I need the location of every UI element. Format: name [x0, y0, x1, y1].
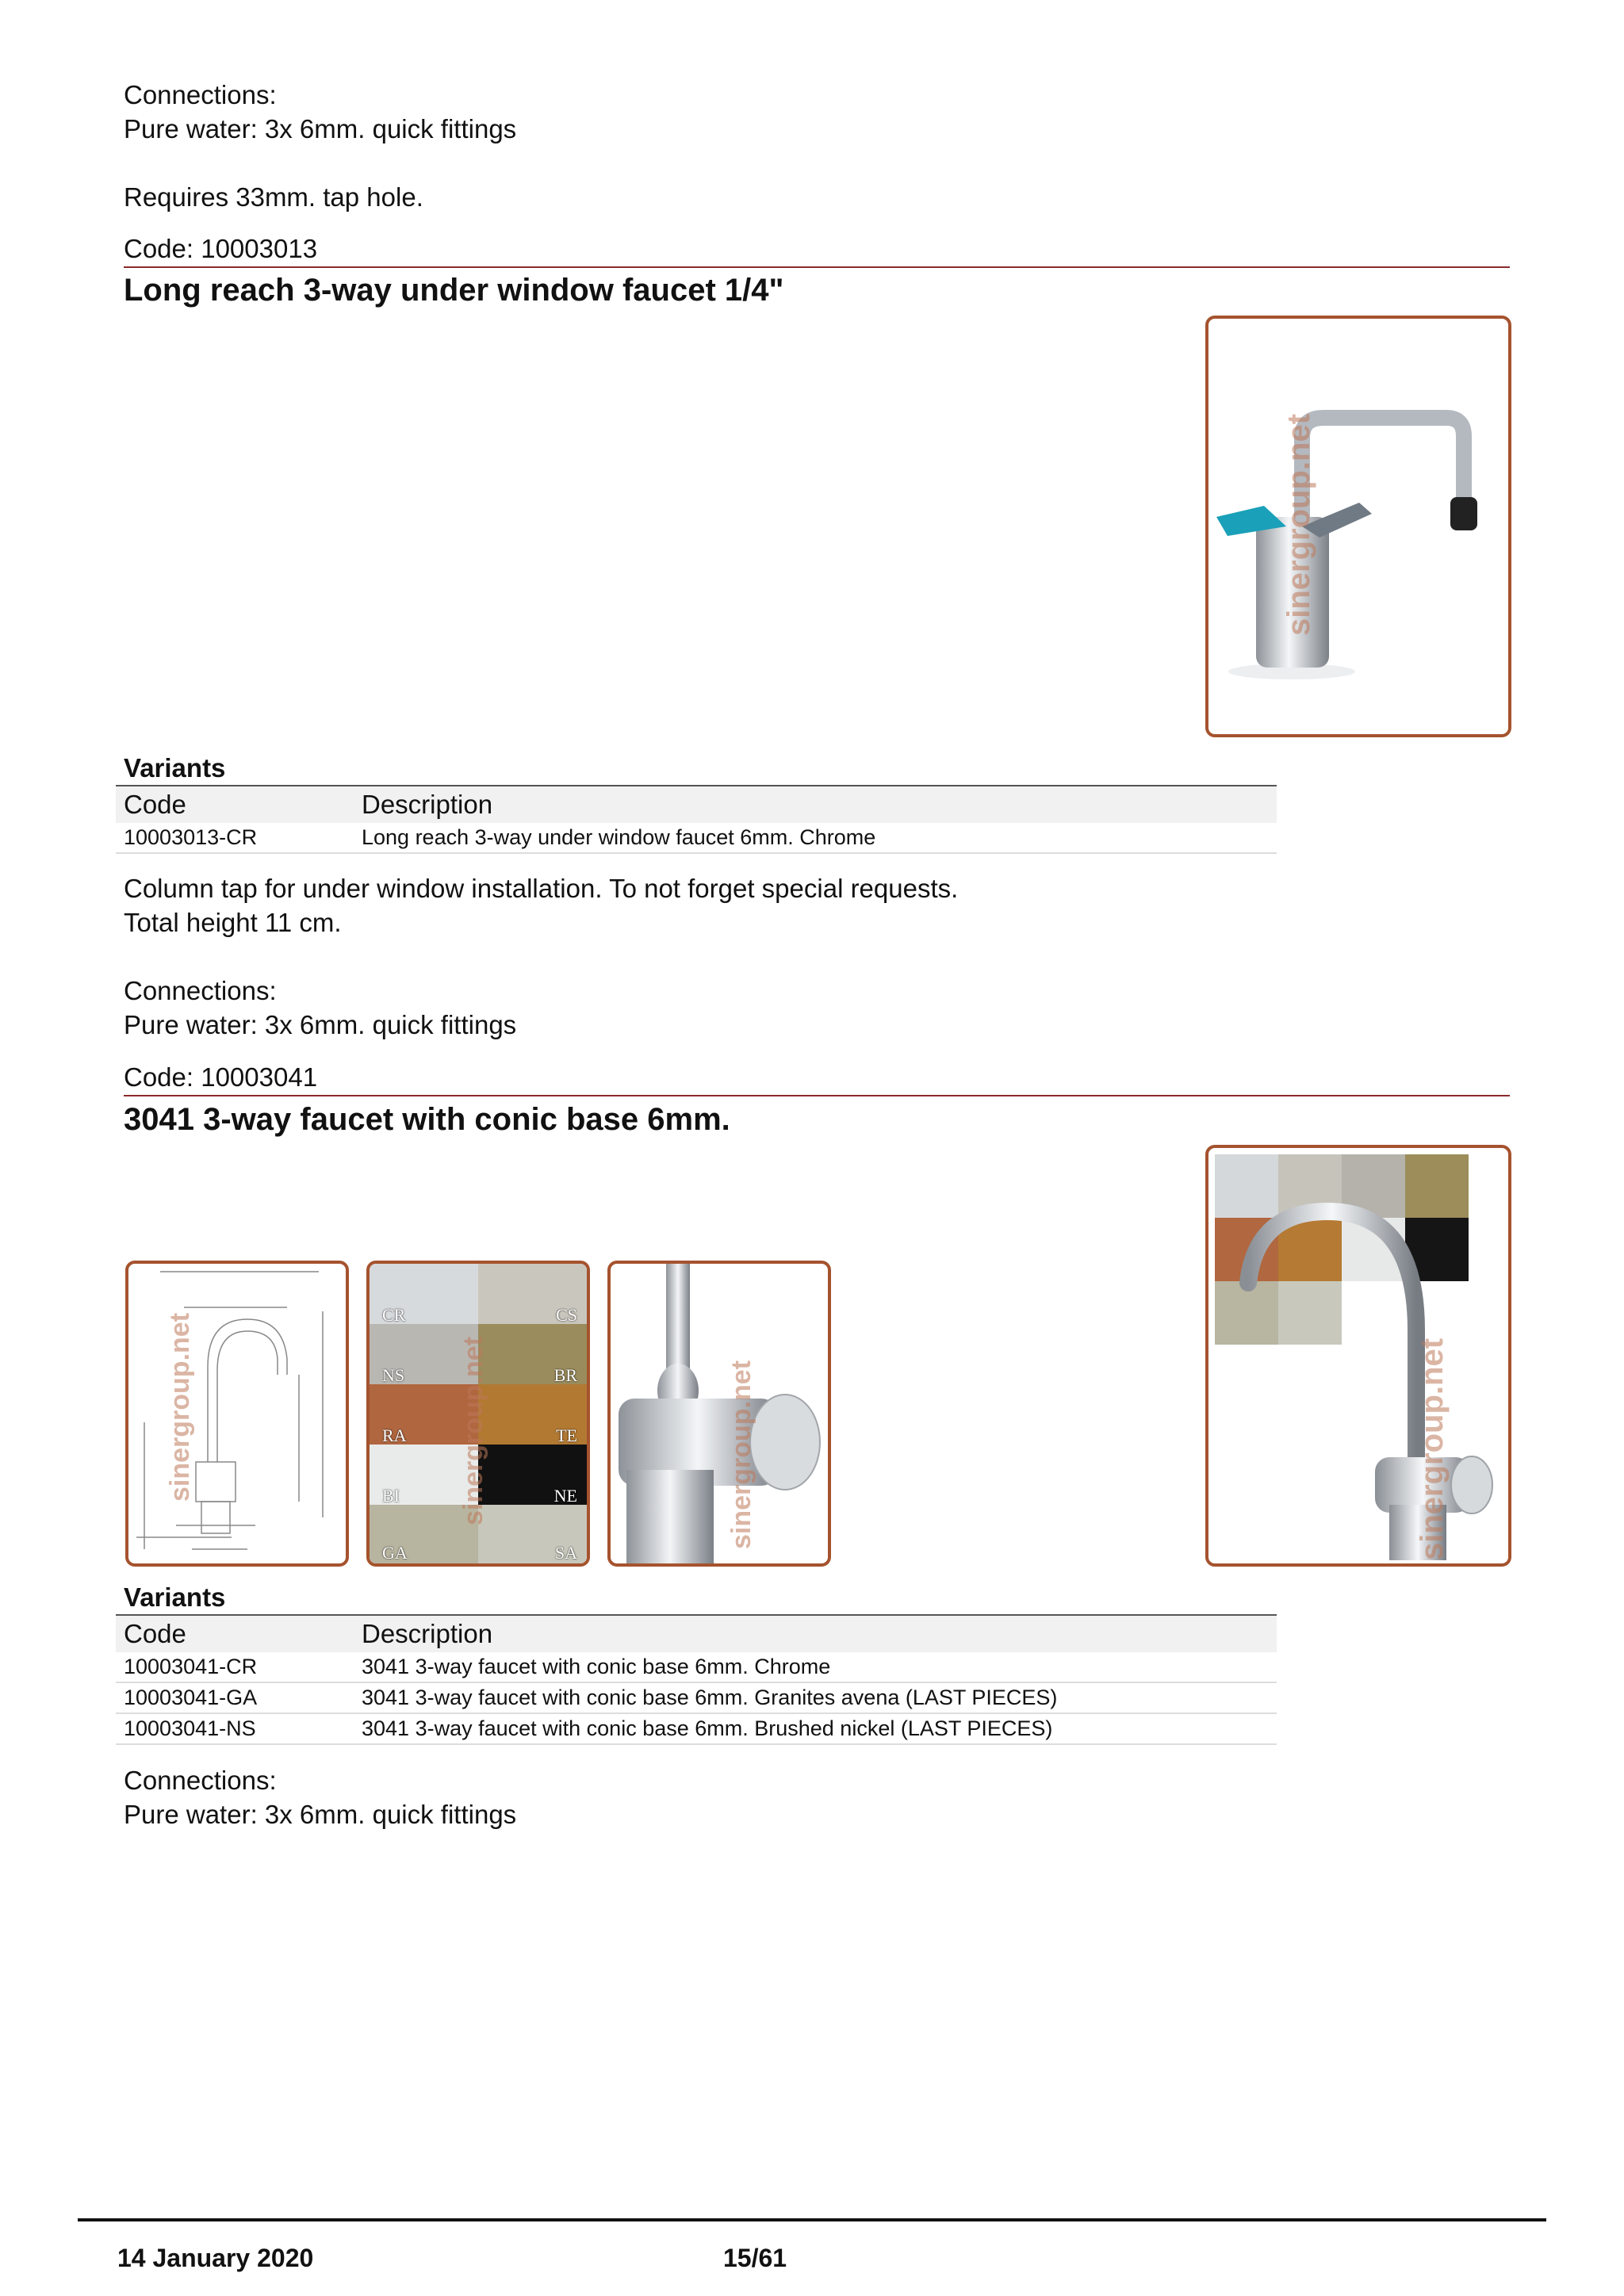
watermark: sinergroup.net	[458, 1336, 488, 1525]
variants-table	[116, 785, 1277, 854]
product-title: 3041 3-way faucet with conic base 6mm.	[124, 1102, 730, 1137]
swatch-label: CS	[556, 1305, 577, 1325]
faucet-image	[1208, 1148, 1508, 1563]
watermark: sinergroup.net	[726, 1360, 756, 1549]
footer-divider	[78, 2218, 1546, 2221]
variant-description: 3041 3-way faucet with conic base 6mm. Granites avena (LAST PIECES)	[354, 1682, 1277, 1713]
swatch-label: CR	[382, 1305, 406, 1325]
product-description-line2: Total height 11 cm.	[124, 908, 342, 937]
variants-title: Variants	[124, 753, 226, 783]
technical-drawing-image	[128, 1264, 346, 1563]
swatch-label: BR	[553, 1365, 577, 1385]
variant-description: Long reach 3-way under window faucet 6mm. Chrome	[354, 823, 1277, 853]
watermark: sinergroup.net	[1415, 1337, 1450, 1560]
swatch-label: TE	[556, 1425, 577, 1445]
col-code: Code	[116, 786, 354, 823]
variant-code: 10003013-CR	[116, 823, 354, 853]
closeup-thumbnail[interactable]	[607, 1261, 831, 1567]
swatch-label: GA	[382, 1543, 408, 1563]
variant-code: 10003041-CR	[116, 1652, 354, 1682]
col-description: Description	[354, 1615, 1277, 1652]
variant-code: 10003041-GA	[116, 1682, 354, 1713]
swatch-label: BI	[382, 1486, 400, 1506]
section-divider	[124, 1095, 1510, 1096]
variants-header-row	[116, 786, 1277, 823]
connections-value: Pure water: 3x 6mm. quick fittings	[124, 114, 517, 144]
product-code: Code: 10003041	[124, 1062, 318, 1092]
page-number: 15/61	[723, 2244, 787, 2272]
product-description-line1: Column tap for under window installation. To not forget special requests.	[124, 874, 959, 903]
section-divider	[124, 266, 1510, 268]
swatch-label: NE	[553, 1486, 577, 1506]
product-photo-conic-base-faucet	[1205, 1145, 1511, 1567]
connections-label: Connections:	[124, 976, 277, 1005]
table-row	[116, 823, 1277, 853]
col-code: Code	[116, 1615, 354, 1652]
product-code: Code: 10003013	[124, 234, 318, 263]
variants-table	[116, 1614, 1277, 1745]
connections-value: Pure water: 3x 6mm. quick fittings	[124, 1800, 517, 1829]
connections-label: Connections:	[124, 80, 277, 109]
faucet-image	[1208, 319, 1508, 734]
variants-header-row	[116, 1615, 1277, 1652]
finishes-swatch-thumbnail[interactable]	[366, 1261, 590, 1567]
faucet-closeup-image	[611, 1264, 828, 1563]
watermark: sinergroup.net	[1281, 413, 1316, 636]
table-row	[116, 1682, 1277, 1713]
swatch-label: SA	[554, 1543, 577, 1563]
variants-title: Variants	[124, 1582, 226, 1612]
table-row	[116, 1652, 1277, 1682]
product-title: Long reach 3-way under window faucet 1/4"	[124, 273, 784, 308]
variant-description: 3041 3-way faucet with conic base 6mm. Chrome	[354, 1652, 1277, 1682]
tap-hole-requirement: Requires 33mm. tap hole.	[124, 182, 423, 212]
table-row	[116, 1713, 1277, 1744]
variant-description: 3041 3-way faucet with conic base 6mm. Brushed nickel (LAST PIECES)	[354, 1713, 1277, 1744]
variant-code: 10003041-NS	[116, 1713, 354, 1744]
footer-date: 14 January 2020	[117, 2244, 314, 2272]
swatch-label: NS	[382, 1365, 405, 1385]
connections-value: Pure water: 3x 6mm. quick fittings	[124, 1010, 517, 1039]
product-photo-long-reach-faucet	[1205, 316, 1511, 737]
technical-drawing-thumbnail[interactable]	[125, 1261, 349, 1567]
col-description: Description	[354, 786, 1277, 823]
connections-label: Connections:	[124, 1766, 277, 1795]
watermark: sinergroup.net	[165, 1312, 195, 1502]
swatch-label: RA	[382, 1425, 407, 1445]
